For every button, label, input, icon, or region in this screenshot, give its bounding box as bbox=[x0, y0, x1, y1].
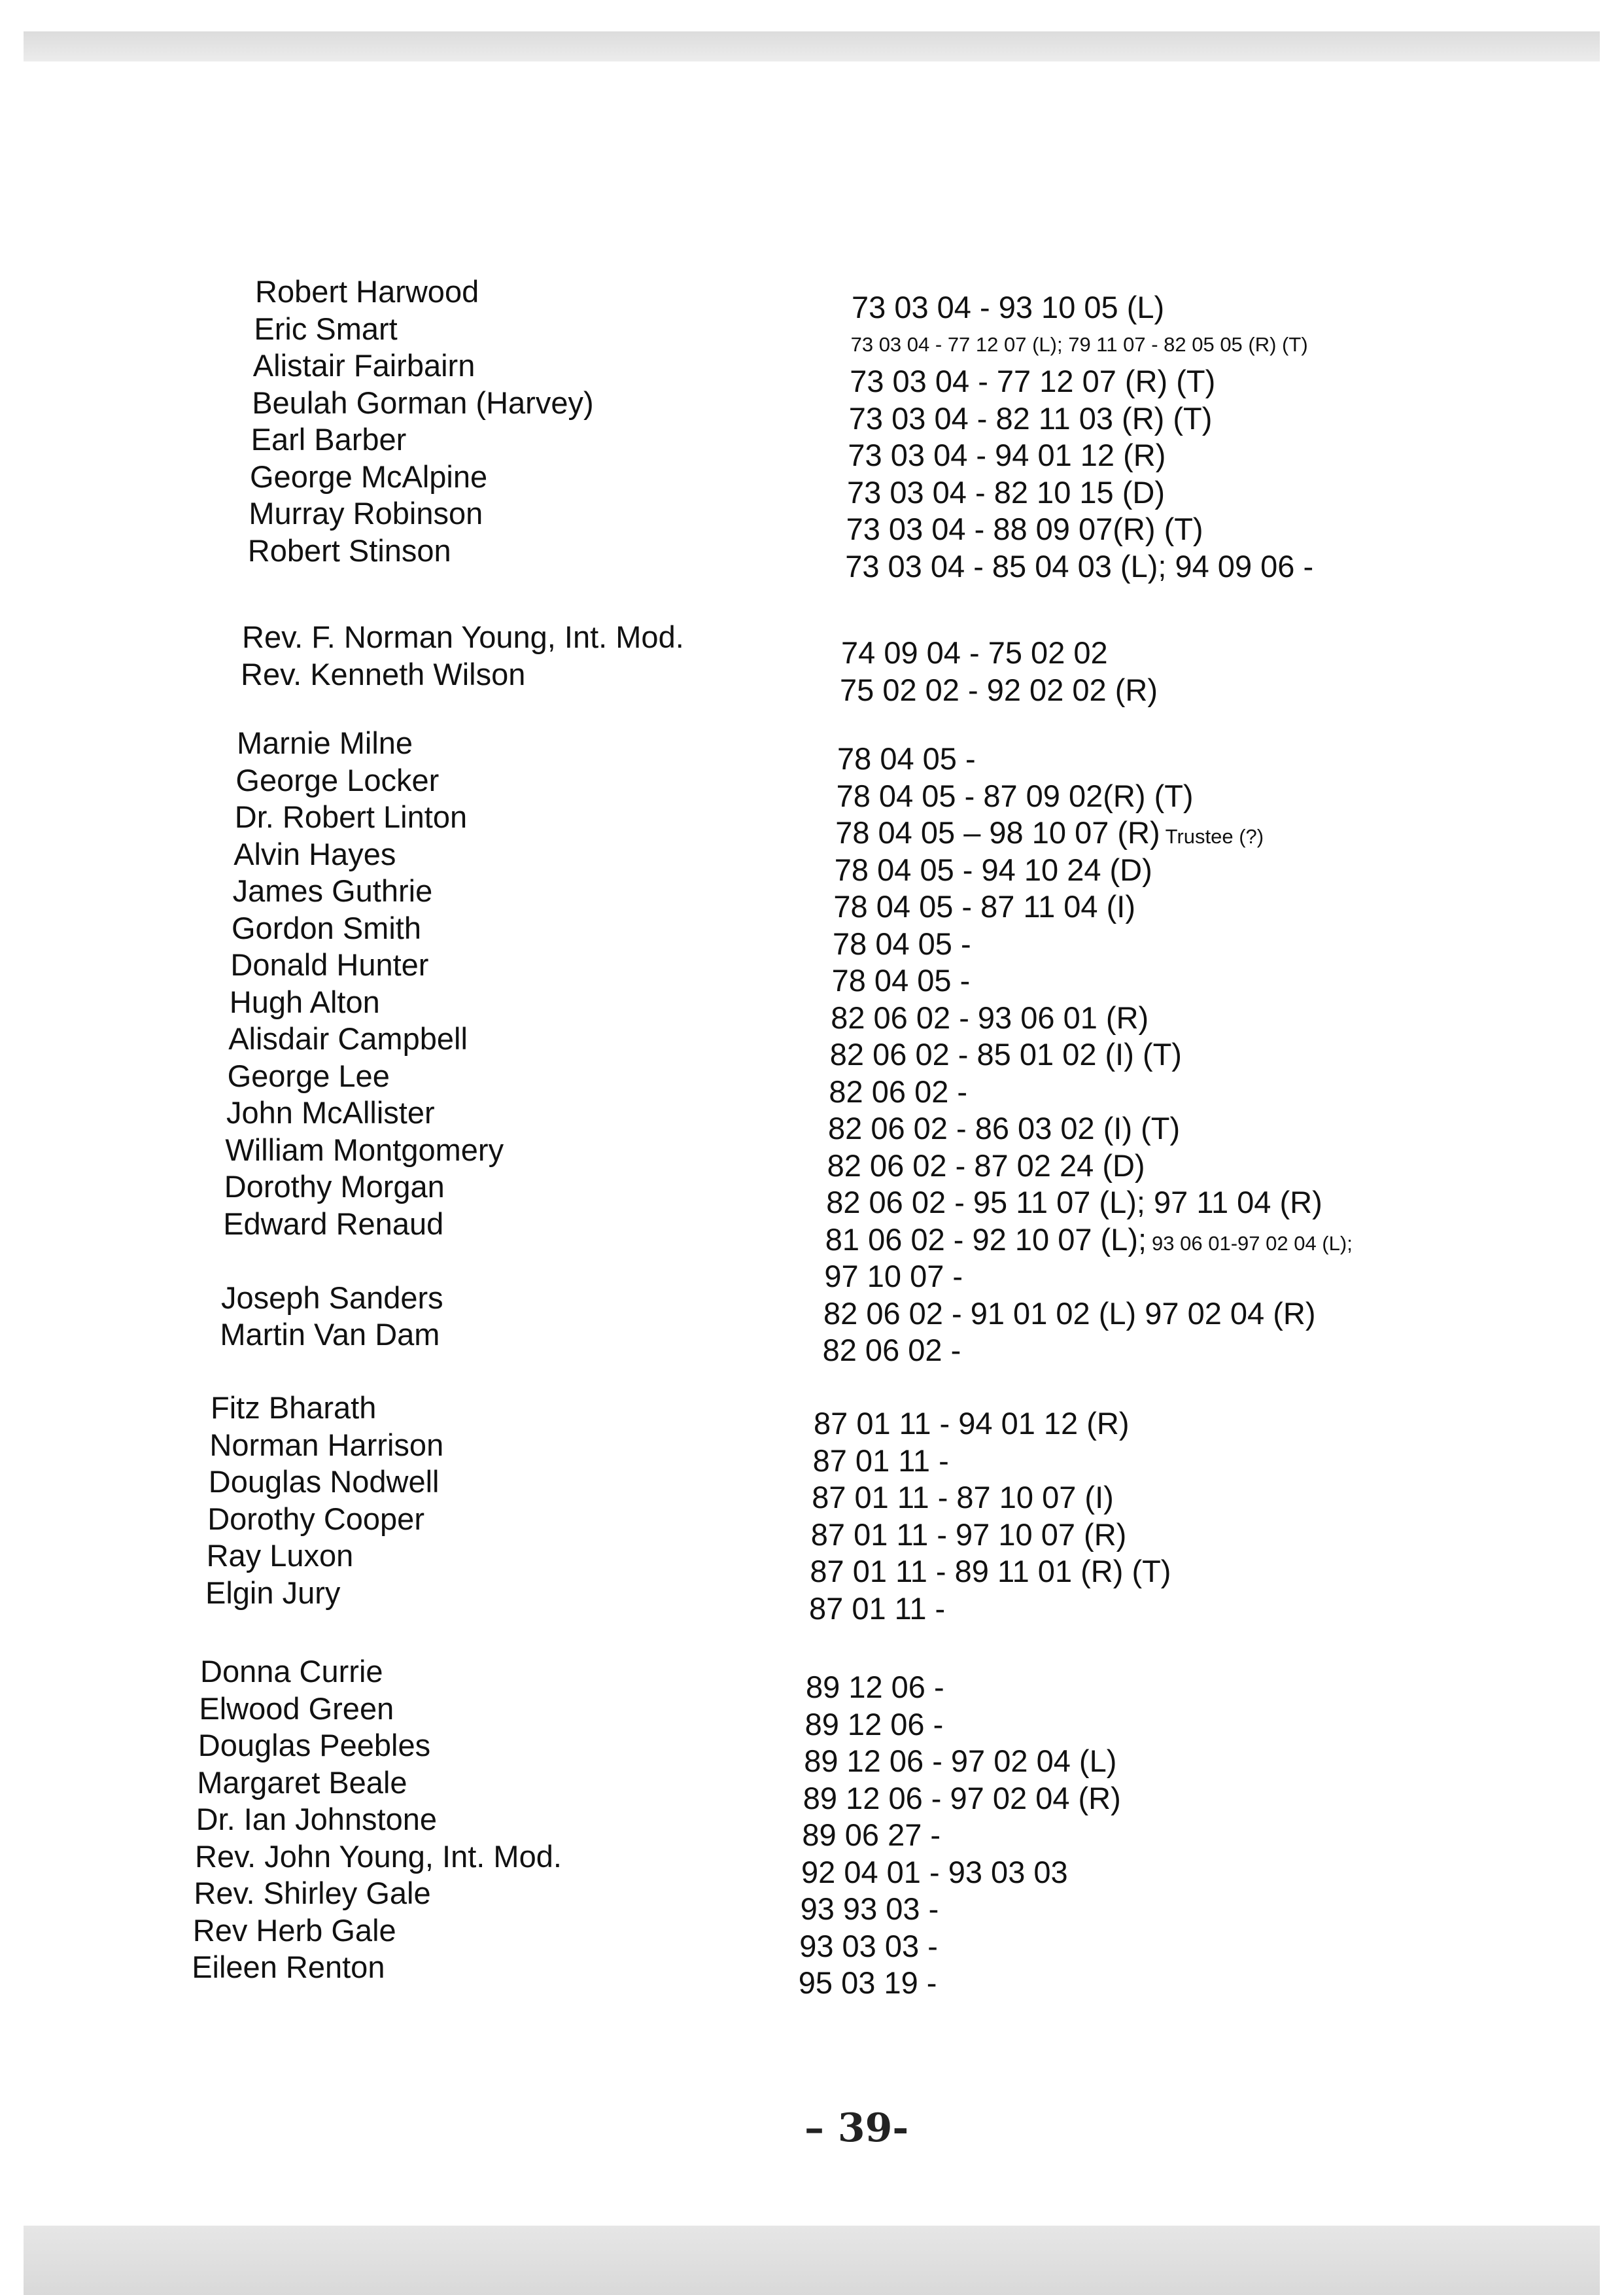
date-range: 87 01 11 - 97 10 07 (R) bbox=[810, 1516, 1127, 1552]
date-range: 82 06 02 - bbox=[829, 1074, 968, 1109]
record-row bbox=[0, 347, 1624, 398]
service-dates bbox=[809, 1590, 945, 1628]
record-row bbox=[0, 799, 1624, 850]
record-row bbox=[0, 762, 1624, 813]
member-name: Elwood Green bbox=[199, 1691, 394, 1726]
record-row bbox=[0, 1653, 1624, 1704]
member-name: Alisdair Campbell bbox=[228, 1021, 468, 1056]
record-row bbox=[0, 1949, 1624, 2000]
date-range: 87 01 11 - 89 11 01 (R) (T) bbox=[810, 1554, 1171, 1588]
record-row bbox=[0, 1727, 1624, 1778]
record-row bbox=[0, 1575, 1624, 1626]
service-dates bbox=[799, 1965, 937, 2002]
member-name: Ray Luxon bbox=[206, 1538, 354, 1573]
record-row bbox=[0, 947, 1624, 998]
date-range: 92 04 01 - 93 03 03 bbox=[801, 1854, 1068, 1889]
member-name: Rev. Kenneth Wilson bbox=[241, 656, 526, 692]
record-row bbox=[0, 1912, 1624, 1963]
date-range: 73 03 04 - 82 10 15 (D) bbox=[847, 474, 1165, 510]
record-row bbox=[0, 1242, 1624, 1293]
date-range: 89 06 27 - bbox=[802, 1817, 941, 1852]
member-name: Douglas Peebles bbox=[198, 1728, 431, 1762]
date-range: 78 04 05 - 87 09 02(R) (T) bbox=[836, 778, 1194, 813]
member-name: Murray Robinson bbox=[249, 496, 483, 531]
record-row bbox=[0, 1838, 1624, 1889]
member-name: James Guthrie bbox=[232, 873, 433, 908]
date-range: 82 06 02 - 85 01 02 (I) (T) bbox=[829, 1037, 1182, 1072]
member-name: Fitz Bharath bbox=[211, 1390, 377, 1425]
member-name: Earl Barber bbox=[251, 422, 407, 457]
date-range: 95 03 19 - bbox=[798, 1965, 937, 2000]
date-range: 97 10 07 - bbox=[824, 1259, 963, 1293]
date-note: Trustee (?) bbox=[1165, 825, 1264, 848]
service-dates bbox=[823, 1332, 961, 1369]
record-row bbox=[0, 273, 1624, 324]
member-name: George Locker bbox=[235, 762, 440, 797]
member-name: Margaret Beale bbox=[197, 1764, 407, 1800]
record-row bbox=[0, 1316, 1624, 1367]
date-range: 87 01 11 - 87 10 07 (I) bbox=[812, 1480, 1114, 1515]
record-row bbox=[0, 1132, 1624, 1183]
member-name: Alvin Hayes bbox=[233, 836, 396, 871]
record-row bbox=[0, 1801, 1624, 1852]
date-range: 82 06 02 - 95 11 07 (L); 97 11 04 (R) bbox=[826, 1185, 1322, 1219]
record-row bbox=[0, 910, 1624, 961]
record-row bbox=[0, 459, 1624, 510]
date-range: 73 03 04 - 94 01 12 (R) bbox=[848, 438, 1166, 472]
record-row bbox=[0, 385, 1624, 436]
member-name: George McAlpine bbox=[250, 459, 488, 494]
record-row bbox=[0, 1390, 1624, 1441]
record-row bbox=[0, 1501, 1624, 1552]
date-range: 81 06 02 - 92 10 07 (L); bbox=[825, 1221, 1147, 1257]
member-name: Donald Hunter bbox=[230, 947, 429, 982]
date-range: 74 09 04 - 75 02 02 bbox=[841, 635, 1108, 670]
record-row bbox=[0, 1095, 1624, 1146]
member-name: Norman Harrison bbox=[209, 1427, 444, 1462]
date-range: 89 12 06 - bbox=[806, 1670, 944, 1704]
member-name: Elgin Jury bbox=[205, 1575, 341, 1610]
record-row bbox=[0, 1691, 1624, 1742]
member-name: Robert Harwood bbox=[255, 274, 479, 309]
date-range: 73 03 04 - 85 04 03 (L); 94 09 06 - bbox=[845, 548, 1314, 584]
date-range: 82 06 02 - 91 01 02 (L) 97 02 04 (R) bbox=[823, 1295, 1316, 1331]
record-group-3 bbox=[0, 725, 1624, 1367]
member-name: William Montgomery bbox=[225, 1132, 504, 1167]
record-row bbox=[0, 1537, 1624, 1588]
record-row bbox=[0, 1764, 1624, 1815]
record-group-1 bbox=[0, 273, 1624, 584]
date-range: 82 06 02 - 86 03 02 (I) (T) bbox=[828, 1111, 1181, 1146]
date-range: 78 04 05 - 94 10 24 (D) bbox=[834, 852, 1152, 887]
record-row bbox=[0, 836, 1624, 887]
member-name: Rev Herb Gale bbox=[192, 1912, 396, 1948]
member-name: Dr. Ian Johnstone bbox=[196, 1802, 437, 1836]
date-range: 73 03 04 - 82 11 03 (R) (T) bbox=[848, 400, 1213, 436]
date-range: 89 12 06 - 97 02 04 (R) bbox=[803, 1780, 1121, 1815]
record-row bbox=[0, 873, 1624, 924]
member-name: Hugh Alton bbox=[229, 984, 380, 1019]
member-name: Beulah Gorman (Harvey) bbox=[252, 385, 594, 420]
service-dates bbox=[845, 548, 1313, 586]
date-range: 78 04 05 – 98 10 07 (R) bbox=[835, 815, 1160, 850]
member-name: Eileen Renton bbox=[192, 1950, 385, 1984]
member-name: Rev. John Young, Int. Mod. bbox=[195, 1838, 562, 1874]
member-name: Donna Currie bbox=[200, 1654, 383, 1689]
page-number: – 39- bbox=[804, 2105, 909, 2151]
date-range: 78 04 05 - bbox=[831, 963, 971, 998]
record-group-5 bbox=[0, 1653, 1624, 2000]
scan-edge-bottom bbox=[24, 2226, 1600, 2295]
record-row bbox=[0, 1463, 1624, 1515]
record-row bbox=[0, 1875, 1624, 1926]
date-range: 93 93 03 - bbox=[800, 1891, 939, 1926]
member-name: Edward Renaud bbox=[223, 1206, 444, 1241]
date-range: 78 04 05 - bbox=[833, 926, 971, 961]
date-range: 82 06 02 - 93 06 01 (R) bbox=[831, 1000, 1149, 1035]
date-range: 73 03 04 - 77 12 07 (R) (T) bbox=[850, 364, 1216, 398]
member-name: Marnie Milne bbox=[237, 726, 413, 760]
date-range: 87 01 11 - bbox=[809, 1590, 946, 1626]
record-row bbox=[0, 421, 1624, 472]
record-row bbox=[0, 533, 1624, 584]
date-range: 87 01 11 - 94 01 12 (R) bbox=[814, 1406, 1130, 1441]
record-row bbox=[0, 656, 1624, 707]
date-range: 93 03 03 - bbox=[799, 1928, 938, 1963]
date-range: 78 04 05 - 87 11 04 (I) bbox=[833, 889, 1135, 924]
date-note: 93 06 01-97 02 04 (L); bbox=[1152, 1231, 1353, 1255]
date-range: 73 03 04 - 88 09 07(R) (T) bbox=[846, 512, 1203, 546]
member-name: Joseph Sanders bbox=[221, 1280, 443, 1315]
member-name: Rev. F. Norman Young, Int. Mod. bbox=[242, 620, 684, 654]
record-group-2 bbox=[0, 619, 1624, 707]
record-row bbox=[0, 1427, 1624, 1478]
record-row bbox=[0, 619, 1624, 670]
record-row bbox=[0, 1168, 1624, 1219]
record-row bbox=[0, 495, 1624, 546]
member-name: Martin Van Dam bbox=[220, 1317, 440, 1352]
member-name: Robert Stinson bbox=[247, 533, 451, 568]
record-row bbox=[0, 1280, 1624, 1331]
record-row bbox=[0, 311, 1624, 356]
date-range: 89 12 06 - 97 02 04 (L) bbox=[804, 1743, 1117, 1778]
date-range: 73 03 04 - 93 10 05 (L) bbox=[852, 290, 1165, 324]
date-range: 89 12 06 - bbox=[804, 1706, 944, 1742]
member-name: Dr. Robert Linton bbox=[234, 799, 468, 834]
date-range: 87 01 11 - bbox=[812, 1443, 949, 1478]
record-row bbox=[0, 1206, 1624, 1257]
date-range: 73 03 04 - 77 12 07 (L); 79 11 07 - 82 05 05 (R) (T) bbox=[850, 332, 1308, 356]
record-row bbox=[0, 1021, 1624, 1072]
member-name: Dorothy Cooper bbox=[207, 1501, 424, 1536]
member-name: Dorothy Morgan bbox=[224, 1169, 445, 1204]
member-name: Eric Smart bbox=[254, 311, 398, 346]
record-row bbox=[0, 725, 1624, 776]
member-name: Douglas Nodwell bbox=[208, 1464, 440, 1499]
record-group-4 bbox=[0, 1390, 1624, 1626]
member-name: George Lee bbox=[227, 1058, 390, 1093]
date-range: 82 06 02 - bbox=[822, 1333, 961, 1367]
member-name: Alistair Fairbairn bbox=[252, 348, 475, 383]
member-name: Rev. Shirley Gale bbox=[194, 1876, 431, 1910]
service-dates bbox=[840, 672, 1158, 709]
member-name: Gordon Smith bbox=[232, 910, 421, 945]
date-range: 78 04 05 - bbox=[837, 741, 976, 776]
record-row bbox=[0, 1058, 1624, 1109]
member-name: John McAllister bbox=[226, 1095, 435, 1130]
date-range: 75 02 02 - 92 02 02 (R) bbox=[840, 672, 1158, 707]
record-row bbox=[0, 984, 1624, 1035]
date-range: 82 06 02 - 87 02 24 (D) bbox=[827, 1148, 1145, 1183]
